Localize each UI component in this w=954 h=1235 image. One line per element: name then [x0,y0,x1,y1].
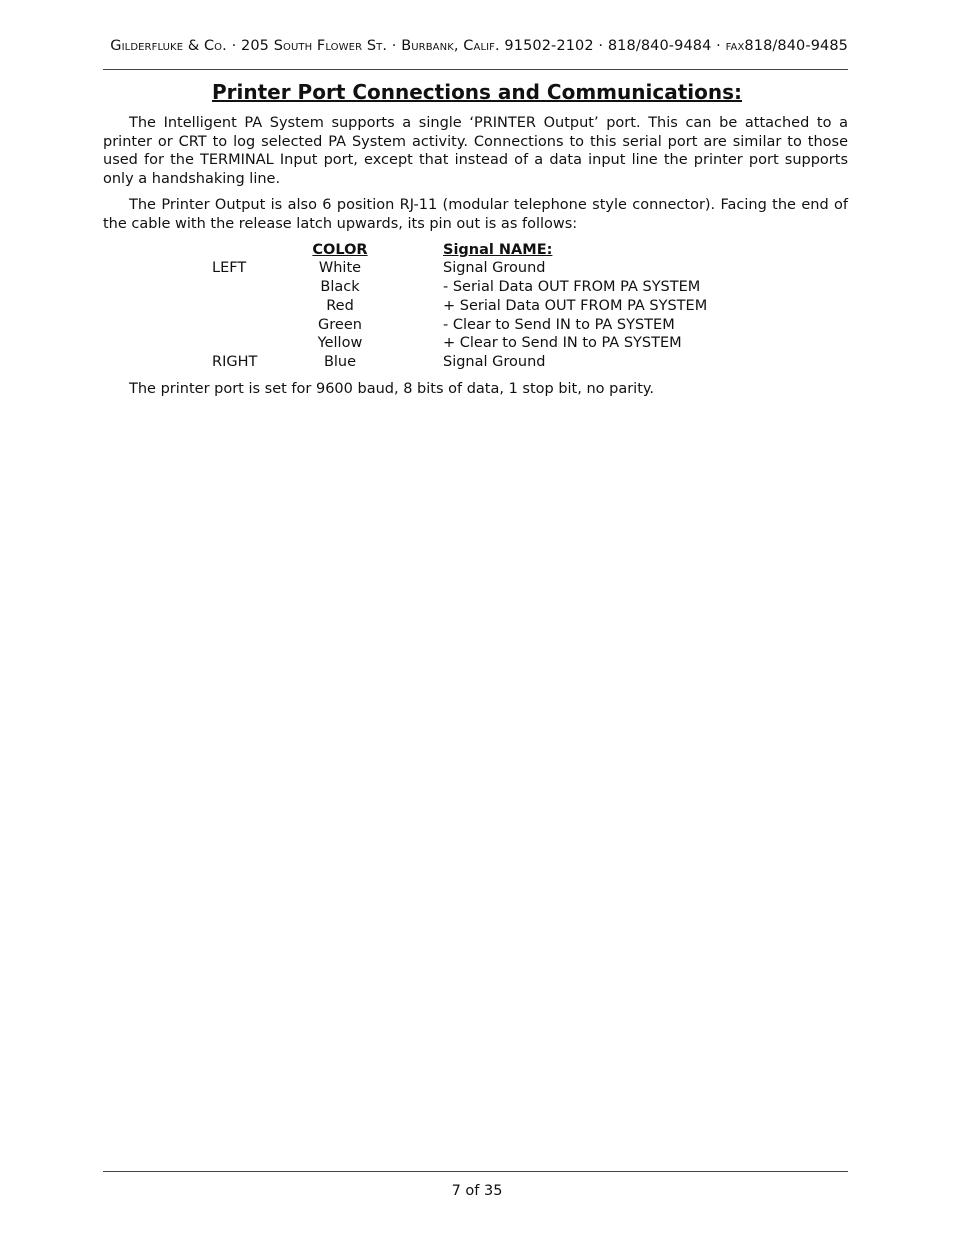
header-separator: · [231,38,237,54]
pinout-paragraph: The Printer Output is also 6 position RJ-11 (modular telephone style connector). Facing the end of the cable with the release latch upwards, its pin out is as follows: [103,197,848,232]
pin-position: RIGHT [212,354,258,370]
color-column-header: COLOR [312,242,368,258]
wire-color: Green [318,317,362,333]
signal-name: + Clear to Send IN to PA SYSTEM [443,335,682,351]
wire-color: Yellow [317,335,363,351]
wire-color: Black [320,279,360,295]
phone-number: 818/840-9484 [607,38,712,54]
page-header [103,38,848,54]
signal-name: Signal Ground [443,354,546,370]
fax-label: fax [725,38,745,54]
signal-name: - Serial Data OUT FROM PA SYSTEM [443,279,701,295]
header-separator: · [716,38,721,54]
header-separator: · [391,38,397,54]
wire-color: Red [326,298,354,314]
wire-color: White [318,260,362,276]
city-address: Burbank, Calif. 91502-2102 [401,38,594,54]
street-address: 205 South Flower St. [241,38,388,54]
pin-position: LEFT [212,260,247,276]
intro-paragraph: The Intelligent PA System supports a single ‘PRINTER Output’ port. This can be attached to a printer or CRT to log selected PA System activity. Connections to this serial port are similar to those used for the TERMINAL Input port, except that instead of a data input line the printer port supports only a handshaking line. [103,115,848,188]
fax-number: 818/840-9485 [744,38,848,54]
header-separator: · [598,38,604,54]
footer-rule [103,1171,848,1172]
signal-name: Signal Ground [443,260,546,276]
page-number: 7 of 35 [451,1183,503,1199]
section-title: Printer Port Connections and Communications: [211,80,743,104]
signal-column-header: Signal NAME: [443,242,553,258]
signal-name: + Serial Data OUT FROM PA SYSTEM [443,298,708,314]
company-name: Gilderfluke & Co. [110,38,227,54]
baud-paragraph: The printer port is set for 9600 baud, 8 bits of data, 1 stop bit, no parity. [129,381,655,397]
wire-color: Blue [323,354,357,370]
header-rule [103,69,848,70]
signal-name: - Clear to Send IN to PA SYSTEM [443,317,675,333]
